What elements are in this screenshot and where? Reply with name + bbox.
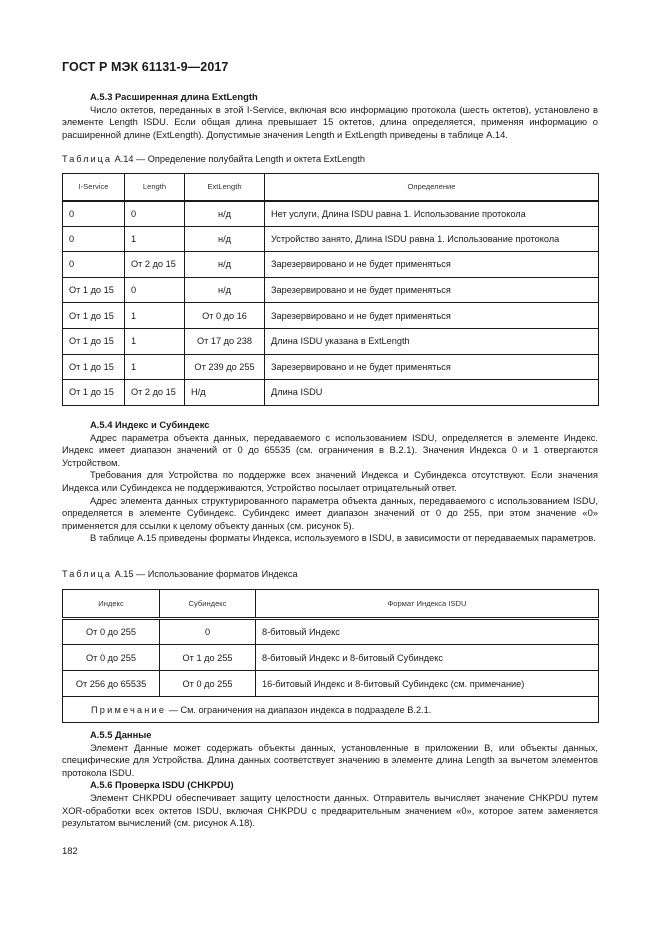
table-cell: Нет услуги, Длина ISDU равна 1. Использование протокола [265, 201, 599, 227]
table-a15 [62, 589, 599, 723]
column-header: ExtLength [185, 174, 265, 201]
table-cell: 0 [63, 252, 125, 278]
table-cell: 0 [125, 277, 185, 303]
table-cell: 1 [125, 354, 185, 380]
table-row [63, 645, 599, 671]
table-cell: Устройство занято, Длина ISDU равна 1. Использование протокола [265, 226, 599, 252]
table-cell: Длина ISDU [265, 380, 599, 406]
table-row [63, 380, 599, 406]
table-cell: 16-битовый Индекс и 8-битовый Субиндекс (см. примечание) [256, 671, 599, 697]
section-a54 [62, 419, 598, 545]
table-cell: Н/д [185, 380, 265, 406]
section-heading: А.5.4 Индекс и Субиндекс [90, 419, 210, 430]
table-cell: 0 [125, 201, 185, 227]
table-header-row [63, 174, 599, 201]
table-cell: От 1 до 15 [63, 328, 125, 354]
table-header-row [63, 590, 599, 619]
table-row [63, 201, 599, 227]
column-header: Субиндекс [160, 590, 256, 619]
section-a53 [62, 91, 598, 141]
table-cell: н/д [185, 226, 265, 252]
section-heading: А.5.5 Данные [90, 729, 152, 740]
table-row [63, 252, 599, 278]
table-a15-caption [62, 569, 298, 579]
table-cell: Длина ISDU указана в ExtLength [265, 328, 599, 354]
table-row [63, 354, 599, 380]
table-a14-caption [62, 154, 365, 164]
table-row [63, 671, 599, 697]
caption-text: А.15 — Использование форматов Индекса [112, 569, 298, 579]
table-cell: От 0 до 16 [185, 303, 265, 329]
table-cell: От 1 до 15 [63, 277, 125, 303]
table-row [63, 277, 599, 303]
paragraph: В таблице А.15 приведены форматы Индекса, используемого в ISDU, в зависимости от передаваемых параметров. [90, 532, 596, 544]
table-cell: От 0 до 255 [160, 671, 256, 697]
table-row [63, 328, 599, 354]
table-cell: 1 [125, 328, 185, 354]
table-cell: 1 [125, 303, 185, 329]
table-cell: 0 [160, 619, 256, 645]
table-cell: 0 [63, 201, 125, 227]
table-row [63, 303, 599, 329]
table-cell: От 1 до 15 [63, 380, 125, 406]
paragraph: Адрес элемента данных структурированного параметра объекта данных, передаваемого с использованием ISDU, определяется в элементе Субиндекс. Субиндекс имеет диапазон значений от 0 до 255, при этом значение «0» применяется для ссылки к целому объекту данных (см. рисунок 5). [62, 494, 598, 531]
page-number: 182 [62, 845, 78, 856]
column-header: Length [125, 174, 185, 201]
column-header: Индекс [63, 590, 160, 619]
document-title: ГОСТ Р МЭК 61131-9—2017 [62, 60, 229, 74]
table-cell: Зарезервировано и не будет применяться [265, 277, 599, 303]
table-cell: От 0 до 255 [63, 645, 160, 671]
table-cell: н/д [185, 201, 265, 227]
table-a14 [62, 173, 599, 406]
caption-text: А.14 — Определение полубайта Length и октета ExtLength [112, 154, 366, 164]
note-text: — См. ограничения на диапазон индекса в подразделе В.2.1. [166, 704, 432, 715]
table-cell: От 239 до 255 [185, 354, 265, 380]
note-label: Примечание [91, 704, 167, 715]
column-header: Формат Индекса ISDU [256, 590, 599, 619]
table-cell: 8-битовый Индекс и 8-битовый Субиндекс [256, 645, 599, 671]
column-header: I-Service [63, 174, 125, 201]
paragraph: Число октетов, переданных в этой I-Service, включая всю информацию протокола (шесть октетов), установлено в элементе Length ISDU. Если общая длина превышает 15 октетов, длина определяется, применяя информацию о расширенной длине (ExtLength). Допустимые значения Length и ExtLength приведены в таблице А.14. [62, 103, 598, 140]
table-cell: От 17 до 238 [185, 328, 265, 354]
table-row [63, 226, 599, 252]
section-heading: А.5.3 Расширенная длина ExtLength [90, 91, 258, 102]
paragraph: Элемент Данные может содержать объекты данных, установленные в приложении В, или объекты данных, специфические для Устройства. Длина данных соответствует значению в элементе длина Length за вычетом элементов протокола ISDU. [62, 741, 598, 778]
section-heading: А.5.6 Проверка ISDU (CHKPDU) [90, 779, 234, 791]
caption-label: Таблица [62, 569, 113, 579]
table-cell: Зарезервировано и не будет применяться [265, 354, 599, 380]
table-note [63, 697, 599, 723]
table-cell: 0 [63, 226, 125, 252]
table-cell: Зарезервировано и не будет применяться [265, 252, 599, 278]
table-cell: От 1 до 15 [63, 354, 125, 380]
paragraph: Элемент CHKPDU обеспечивает защиту целостности данных. Отправитель вычисляет значение CHKPDU путем XOR-обработки всех октетов ISDU, включая CHKPDU с предварительным значением «0», которое затем заменяется результатом вычислений (см. рисунок А.18). [62, 791, 598, 829]
section-a55 [62, 729, 598, 830]
table-cell: 8-битовый Индекс [256, 619, 599, 645]
table-cell: От 2 до 15 [125, 252, 185, 278]
table-note-row [63, 697, 599, 723]
column-header: Определение [265, 174, 599, 201]
caption-label: Таблица [62, 154, 113, 164]
table-cell: н/д [185, 252, 265, 278]
table-cell: 1 [125, 226, 185, 252]
table-row [63, 619, 599, 645]
table-cell: От 1 до 15 [63, 303, 125, 329]
table-cell: Зарезервировано и не будет применяться [265, 303, 599, 329]
paragraph: Адрес параметра объекта данных, передаваемого с использованием ISDU, определяется в элементе Индекс. Индекс имеет диапазон значений от 0 до 65535 (см. ограничения в В.2.1). Значения Индекса 0 и 1 отвергаются Устройством. [62, 431, 598, 468]
table-cell: От 256 до 65535 [63, 671, 160, 697]
paragraph: Требования для Устройства по поддержке всех значений Индекса и Субиндекса отсутствуют. Если значения Индекса или Субиндекса не поддерживаются, Устройство посылает отрицательный ответ. [62, 469, 598, 493]
table-cell: От 2 до 15 [125, 380, 185, 406]
table-cell: От 1 до 255 [160, 645, 256, 671]
table-cell: н/д [185, 277, 265, 303]
table-cell: От 0 до 255 [63, 619, 160, 645]
